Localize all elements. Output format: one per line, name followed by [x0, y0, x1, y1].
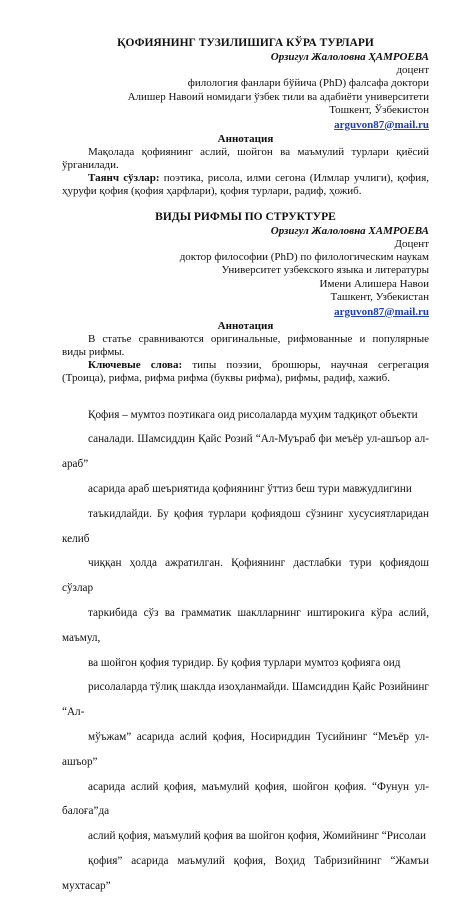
- ru-keywords: [62, 359, 429, 385]
- ru-keywords-text: типы поэзии, брошюры, научная сегрегация (Троица), рифма, рифма рифма (буквы рифма), рифмы, радиф, хажиб.: [62, 358, 429, 384]
- uz-keywords-label: Таянч сўзлар:: [88, 171, 160, 184]
- uz-keywords: [62, 172, 429, 198]
- ru-aff-line: Доцент: [394, 237, 429, 250]
- uz-title: ҚОФИЯНИНГ ТУЗИЛИШИГА КЎРА ТУРЛАРИ: [117, 37, 374, 49]
- ru-keywords-label: Ключевые слова:: [88, 358, 183, 371]
- body-line: Қофия – мумтоз поэтикага оид рисолаларда муҳим тадқиқот объекти: [88, 408, 418, 421]
- body-paragraph: [62, 403, 429, 899]
- body-line: чиққан ҳолда ажратилган. Қофиянинг дастлабки тури қофиядош сўзлар: [62, 557, 429, 595]
- body-line: асарида аслий қофия, маъмулий қофия, шойгон қофия. “Фунун ул-балоға”да: [62, 780, 429, 818]
- body-line: қофия” асарида маъмулий қофия, Воҳид Табризийнинг “Жамъи мухтасар”: [62, 855, 429, 892]
- uz-abstract-heading: Аннотация: [217, 132, 274, 145]
- uz-aff-line: филология фанлари бўйича (PhD) фалсафа доктори: [187, 77, 429, 90]
- uz-abstract-text: Мақолада қофиянинг аслий, шойгон ва маъмулий турлари қиёсий ўрганилади.: [62, 145, 429, 171]
- body-line: таркибида сўз ва грамматик шаклларнинг иштирокига кўра аслий, маъмул,: [62, 607, 429, 644]
- ru-aff-line: Имени Алишера Навои: [319, 277, 429, 290]
- body-line: таъкидлайди. Бу қофия турлари қофиядош сўзнинг хусусиятларидан келиб: [62, 507, 429, 545]
- ru-aff-line: Ташкент, Узбекистан: [330, 291, 429, 304]
- body-line: рисолаларда тўлиқ шаклда изоҳланмайди. Шамсиддин Қайс Розийнинг “Ал-: [62, 681, 429, 719]
- uz-keywords-text: поэтика, рисола, илми сегона (Илмлар учлиги), қофия, ҳуруфи қофия (қофия ҳарфлари), қофия турлари, радиф, ҳожиб.: [62, 171, 429, 197]
- ru-aff-line: доктор философии (PhD) по филологическим наукам: [179, 251, 429, 264]
- uz-author: Орзигул Жалоловна ҲАМРОЕВА: [270, 51, 429, 63]
- ru-author: Орзигул Жалоловна ХАМРОЕВА: [270, 224, 429, 237]
- body-line: ва шойгон қофия туридир. Бу қофия турлари мумтоз қофияга оид: [88, 656, 401, 669]
- uz-affiliation: [62, 64, 429, 118]
- uz-aff-line: доцент: [396, 64, 429, 76]
- ru-aff-line: Университет узбекского языка и литературы: [221, 264, 429, 277]
- uz-email-link[interactable]: arguvon87@mail.ru: [334, 118, 429, 131]
- uz-aff-line: Тошкент, Ўзбекистон: [329, 104, 429, 117]
- uz-aff-line: Алишер Навоий номидаги ўзбек тили ва адабиёти университети: [127, 90, 429, 103]
- ru-abstract-text: В статье сравниваются оригинальные, рифмованные и популярные виды рифмы.: [62, 332, 429, 358]
- body-line: мўъжам” асарида аслий қофия, Носириддин Тусийнинг “Меъёр ул-ашъор”: [62, 731, 429, 768]
- ru-email-link[interactable]: arguvon87@mail.ru: [334, 305, 429, 318]
- body-line: асарида араб шеъриятида қофиянинг ўттиз беш тури мавжудлигини: [88, 483, 412, 496]
- ru-title: ВИДЫ РИФМЫ ПО СТРУКТУРЕ: [155, 210, 336, 223]
- ru-abstract-heading: Аннотация: [217, 319, 274, 332]
- body-line: аслий қофия, маъмулий қофия ва шойгон қофия, Жомийнинг “Рисолаи: [88, 830, 426, 843]
- ru-affiliation: [62, 238, 429, 305]
- body-line: саналади. Шамсиддин Қайс Розий “Ал-Муъраб фи меъёр ул-ашъор ал-араб”: [62, 433, 429, 471]
